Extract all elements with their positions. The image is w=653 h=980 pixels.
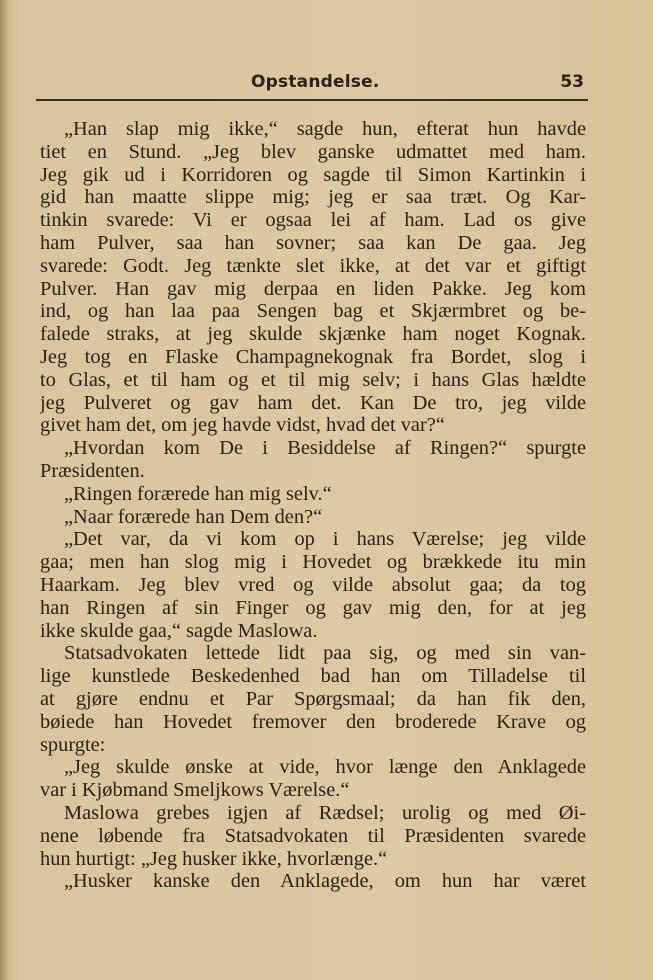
text-line: svarede: Godt. Jeg tænkte slet ikke, at det var et giftigt: [40, 254, 586, 277]
text-line: ind, og han laa paa Sengen bag et Skjærmbret og be-: [40, 300, 586, 323]
text-line: „Hvordan kom De i Besiddelse af Ringen?“ spurgte: [64, 437, 586, 460]
text-line: ham Pulver, saa han sovner; saa kan De gaa. Jeg: [40, 231, 586, 254]
text-line: Statsadvokaten lettede lidt paa sig, og med sin van-: [64, 642, 586, 665]
text-line: tiet en Stund. „Jeg blev ganske udmattet med ham.: [40, 140, 586, 163]
text-line: jeg Pulveret og gav ham det. Kan De tro, jeg vilde: [40, 391, 586, 414]
text-line: at gjøre endnu et Par Spørgsmaal; da han fik den,: [40, 687, 586, 710]
text-line: „Husker kanske den Anklagede, om hun har været: [64, 870, 586, 893]
text-line: nene løbende fra Statsadvokaten til Præsidenten svarede: [40, 824, 586, 847]
text-line: falede straks, at jeg skulde skjænke ham noget Kognak.: [40, 323, 586, 346]
page-number: 53: [560, 72, 584, 92]
text-line: han Ringen af sin Finger og gav mig den, for at jeg: [40, 596, 586, 619]
text-line: lige kunstlede Beskedenhed bad han om Tilladelse til: [40, 665, 586, 688]
body-text: [40, 118, 586, 893]
text-line: „Naar forærede han Dem den?“: [64, 505, 323, 528]
text-line: Jeg tog en Flaske Champagnekognak fra Bordet, slog i: [40, 345, 586, 368]
text-line: hun hurtigt: „Jeg husker ikke, hvorlænge.“: [40, 847, 388, 870]
text-line: bøiede han Hovedet fremover den broderede Krave og: [40, 710, 586, 733]
text-line: givet ham det, om jeg havde vidst, hvad det var?“: [40, 414, 445, 437]
text-line: gid han maatte slippe mig; jeg er saa træt. Og Kar-: [40, 186, 586, 209]
text-line: to Glas, et til ham og et til mig selv; i hans Glas hældte: [40, 368, 586, 391]
text-line: Jeg gik ud i Korridoren og sagde til Simon Kartinkin i: [40, 163, 586, 186]
text-line: gaa; men han slog mig i Hovedet og brækkede itu min: [40, 551, 586, 574]
text-line: „Ringen forærede han mig selv.“: [64, 482, 332, 505]
text-line: tinkin svarede: Vi er ogsaa lei af ham. Lad os give: [40, 209, 586, 232]
text-line: spurgte:: [40, 733, 106, 756]
page-edge: [0, 0, 8, 980]
text-line: var i Kjøbmand Smeljkows Værelse.“: [40, 779, 350, 802]
header-rule: [36, 99, 588, 101]
text-line: Pulver. Han gav mig derpaa en liden Pakke. Jeg kom: [40, 277, 586, 300]
page-header: [36, 72, 584, 96]
text-line: Haarkam. Jeg blev vred og vilde absolut gaa; da tog: [40, 573, 586, 596]
text-line: „Jeg skulde ønske at vide, hvor længe den Anklagede: [64, 756, 586, 779]
text-line: „Det var, da vi kom op i hans Værelse; jeg vilde: [64, 528, 586, 551]
text-line: Maslowa grebes igjen af Rædsel; urolig og med Øi-: [64, 801, 586, 824]
running-title: Opstandelse.: [251, 72, 380, 92]
text-line: Præsidenten.: [40, 459, 145, 482]
text-line: ikke skulde gaa,“ sagde Maslowa.: [40, 619, 318, 642]
text-line: „Han slap mig ikke,“ sagde hun, efterat hun havde: [64, 118, 586, 140]
